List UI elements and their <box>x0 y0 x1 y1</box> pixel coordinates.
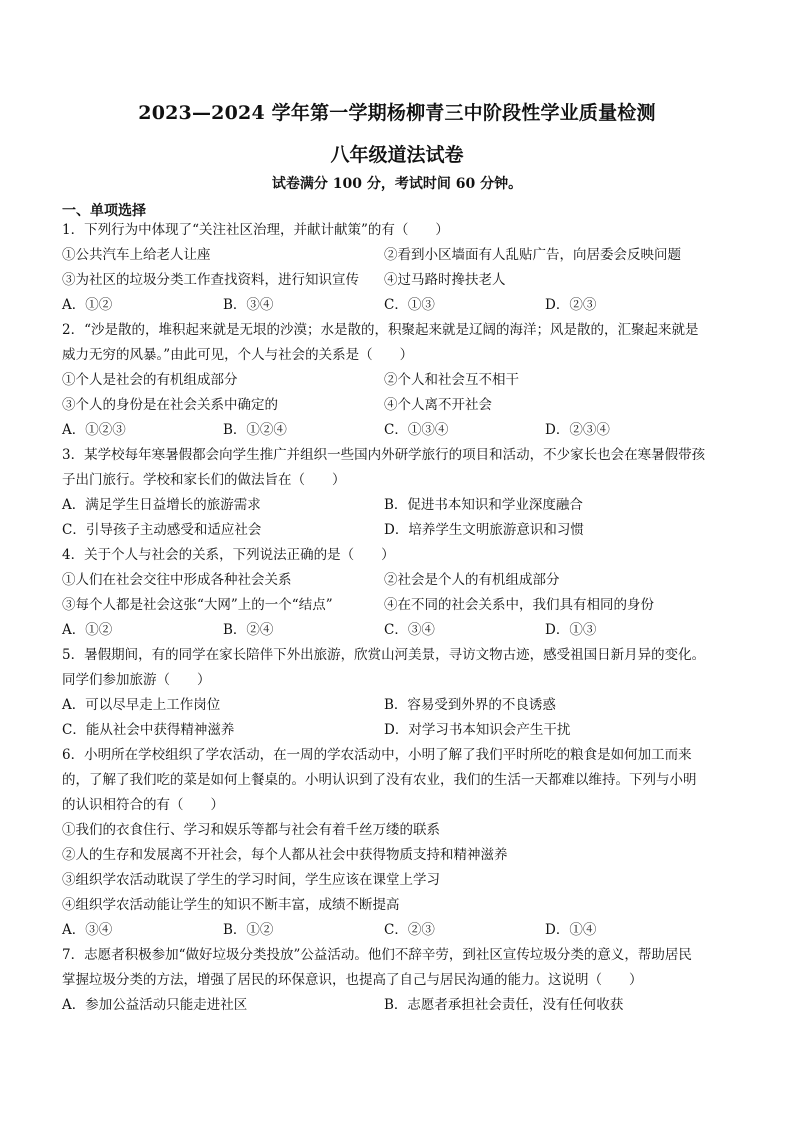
answer-option: A．③④ <box>62 922 113 938</box>
question-stem: 的认识相符合的有（ ） <box>62 797 224 813</box>
statement-item: ③每个人都是社会这张“大网”上的一个“结点” <box>62 597 333 613</box>
exam-title: 2023—2024 学年第一学期杨柳青三中阶段性学业质量检测 <box>138 102 656 124</box>
answer-option: B．促进书本知识和学业深度融合 <box>384 497 583 513</box>
statement-item: ③组织学农活动耽误了学生的学习时间，学生应该在课堂上学习 <box>62 872 440 888</box>
answer-option: B．容易受到外界的不良诱惑 <box>384 697 556 713</box>
answer-option: D．②③ <box>545 297 597 313</box>
answer-option: C．引导孩子主动感受和适应社会 <box>62 522 262 538</box>
answer-option: C．能从社会中获得精神滋养 <box>62 722 235 738</box>
statement-item: ①人们在社会交往中形成各种社会关系 <box>62 572 292 588</box>
statement-item: ②社会是个人的有机组成部分 <box>384 572 560 588</box>
question-stem: 威力无穷的风暴。”由此可见，个人与社会的关系是（ ） <box>62 347 414 363</box>
statement-item: ③为社区的垃圾分类工作查找资料，进行知识宣传 <box>62 272 359 288</box>
exam-instructions: 试卷满分 100 分，考试时间 60 分钟。 <box>271 176 523 192</box>
answer-option: B．②④ <box>223 622 274 638</box>
question-stem: 6．小明所在学校组织了学农活动，在一周的学农活动中，小明了解了我们平时所吃的粮食是如何加工而来 <box>62 747 692 763</box>
question-1 <box>62 218 732 318</box>
question-6 <box>62 743 732 943</box>
question-stem: 掌握垃圾分类的方法，增强了居民的环保意识，也提高了自己与居民沟通的能力。这说明（ ） <box>62 972 643 988</box>
answer-option: C．③④ <box>384 622 435 638</box>
question-stem: 5．暑假期间，有的同学在家长陪伴下外出旅游，欣赏山河美景，寻访文物古迹，感受祖国日新月异的变化。 <box>62 647 706 663</box>
question-stem: 3．某学校每年寒暑假都会向学生推广并组织一些国内外研学旅行的项目和活动，不少家长也会在寒暑假带孩 <box>62 447 706 463</box>
answer-option: A．①② <box>62 622 113 638</box>
question-stem: 子出门旅行。学校和家长们的做法旨在（ ） <box>62 472 346 488</box>
answer-option: C．①③ <box>384 297 435 313</box>
question-stem: 7．志愿者积极参加“做好垃圾分类投放”公益活动。他们不辞辛劳，到社区宣传垃圾分类的意义，帮助居民 <box>62 947 692 963</box>
answer-option: B．③④ <box>223 297 274 313</box>
question-5 <box>62 643 732 743</box>
statement-item: ①公共汽车上给老人让座 <box>62 247 211 263</box>
answer-option: B．志愿者承担社会责任，没有任何收获 <box>384 997 624 1013</box>
statement-item: ④个人离不开社会 <box>384 397 492 413</box>
answer-option: A．满足学生日益增长的旅游需求 <box>62 497 261 513</box>
answer-option: D．①③ <box>545 622 597 638</box>
statement-item: ①我们的衣食住行、学习和娱乐等都与社会有着千丝万缕的联系 <box>62 822 440 838</box>
statement-item: ④组织学农活动能让学生的知识不断丰富，成绩不断提高 <box>62 897 400 913</box>
question-stem: 同学们参加旅游（ ） <box>62 672 211 688</box>
statement-item: ④过马路时搀扶老人 <box>384 272 506 288</box>
question-2 <box>62 318 732 443</box>
statement-item: ③个人的身份是在社会关系中确定的 <box>62 397 278 413</box>
statement-item: ②看到小区墙面有人乱贴广告，向居委会反映问题 <box>384 247 681 263</box>
question-stem: 4．关于个人与社会的关系，下列说法正确的是（ ） <box>62 547 395 563</box>
question-stem: 2．“沙是散的，堆积起来就是无垠的沙漠；水是散的，积聚起来就是辽阔的海洋；风是散的，汇聚起来就是 <box>62 322 699 338</box>
paper-title: 八年级道法试卷 <box>330 144 464 166</box>
statement-item: ①个人是社会的有机组成部分 <box>62 372 238 388</box>
answer-option: A．①②③ <box>62 422 126 438</box>
question-list <box>62 218 732 1018</box>
statement-item: ④在不同的社会关系中，我们具有相同的身份 <box>384 597 654 613</box>
statement-item: ②人的生存和发展离不开社会，每个人都从社会中获得物质支持和精神滋养 <box>62 847 508 863</box>
answer-option: C．①③④ <box>384 422 449 438</box>
question-stem: 的，了解了我们吃的菜是如何上餐桌的。小明认识到了没有农业，我们的生活一天都难以维持。下列与小明 <box>62 772 697 788</box>
answer-option: D．对学习书本知识会产生干扰 <box>384 722 571 738</box>
answer-option: A．①② <box>62 297 113 313</box>
answer-option: D．①④ <box>545 922 597 938</box>
question-3 <box>62 443 732 543</box>
question-stem: 1．下列行为中体现了“关注社区治理，并献计献策”的有（ ） <box>62 222 449 238</box>
question-4 <box>62 543 732 643</box>
answer-option: A．可以尽早走上工作岗位 <box>62 697 221 713</box>
statement-item: ②个人和社会互不相干 <box>384 372 519 388</box>
answer-option: D．培养学生文明旅游意识和习惯 <box>384 522 584 538</box>
section-heading: 一、单项选择 <box>62 203 146 219</box>
answer-option: A．参加公益活动只能走进社区 <box>62 997 248 1013</box>
answer-option: C．②③ <box>384 922 435 938</box>
answer-option: B．①② <box>223 922 274 938</box>
answer-option: B．①②④ <box>223 422 287 438</box>
answer-option: D．②③④ <box>545 422 610 438</box>
question-7 <box>62 943 732 1018</box>
